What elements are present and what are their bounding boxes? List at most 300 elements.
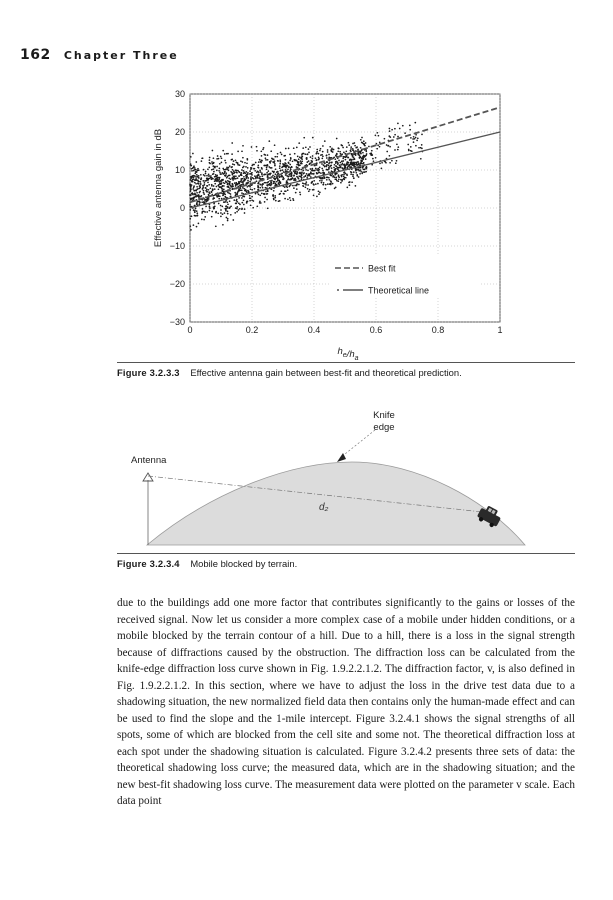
data-point <box>296 176 298 178</box>
data-point <box>200 174 202 176</box>
data-point <box>308 152 310 154</box>
data-point <box>279 176 281 178</box>
data-point <box>320 148 322 150</box>
data-point <box>322 151 324 153</box>
data-point <box>240 179 242 181</box>
data-point <box>246 191 248 193</box>
data-point <box>220 183 222 185</box>
data-point <box>213 162 215 164</box>
data-point <box>282 179 284 181</box>
data-point <box>335 179 337 181</box>
data-point <box>205 180 207 182</box>
data-point <box>346 146 348 148</box>
data-point <box>274 144 276 146</box>
data-point <box>195 208 197 210</box>
data-point <box>220 156 222 158</box>
data-point <box>218 158 220 160</box>
data-point <box>194 182 196 184</box>
data-point <box>271 167 273 169</box>
data-point <box>238 183 240 185</box>
data-point <box>242 145 244 147</box>
data-point <box>287 198 289 200</box>
data-point <box>251 167 253 169</box>
data-point <box>218 178 220 180</box>
data-point <box>301 171 303 173</box>
data-point <box>227 220 229 222</box>
data-point <box>218 196 220 198</box>
data-point <box>353 171 355 173</box>
data-point <box>333 156 335 158</box>
data-point <box>351 163 353 165</box>
data-point <box>389 155 391 157</box>
data-point <box>359 156 361 158</box>
data-point <box>260 150 262 152</box>
data-point <box>258 194 260 196</box>
data-point <box>209 206 211 208</box>
data-point <box>236 206 238 208</box>
data-point <box>335 161 337 163</box>
data-point <box>224 171 226 173</box>
data-point <box>194 173 196 175</box>
data-point <box>315 153 317 155</box>
data-point <box>360 171 362 173</box>
data-point <box>217 212 219 214</box>
body-paragraph-text: due to the buildings add one more factor that contributes significantly to the gains or losses of the received signal. Now let us consider a more complex case of a mobile under hidden conditions, or a mobile blocked by the terrain contour of a hill. Due to a hill, there is a loss in the signal strength because of diffractions caused by the obstruction. The diffraction loss can be calculated from the knife-edge diffraction loss curve shown in Fig. 1.9.2.2.1.2. The diffraction factor, v, is also defined in Fig. 1.9.2.2.1.2. In this section, where we have to adjust the loss in the drive test data due to a shadowing situation, the new normalized field data then contains only the human-made effect and can be used to find the slope and the 1-mile intercept. Figure 3.2.4.1 shows the signal strengths of all spots, some of which are blocked from the cell site and some not. The theoretical diffraction loss at each spot under the shadowing situation is calculated. Figure 3.2.4.2 presents three sets of data: the theoretical shadowing loss curve; the measured data, which are in the shadowing situation; and the new best-fit shadowing loss curve. The measurement data were plotted on the parameter v scale. Each data point <box>117 597 575 807</box>
data-point <box>283 171 285 173</box>
data-point <box>202 208 204 210</box>
data-point <box>283 155 285 157</box>
data-point <box>203 202 205 204</box>
data-point <box>324 188 326 190</box>
data-point <box>217 155 219 157</box>
data-point <box>288 186 290 188</box>
data-point <box>338 178 340 180</box>
data-point <box>340 144 342 146</box>
data-point <box>421 134 423 136</box>
data-point <box>202 185 204 187</box>
data-point <box>196 210 198 212</box>
data-point <box>216 179 218 181</box>
data-point <box>294 185 296 187</box>
data-point <box>252 164 254 166</box>
data-point <box>228 186 230 188</box>
data-point <box>246 162 248 164</box>
data-point <box>208 184 210 186</box>
data-point <box>267 193 269 195</box>
data-point <box>286 186 288 188</box>
data-point <box>279 165 281 167</box>
data-point <box>324 140 326 142</box>
data-point <box>308 160 310 162</box>
data-point <box>343 174 345 176</box>
data-point <box>213 197 215 199</box>
data-point <box>195 196 197 198</box>
data-point <box>272 175 274 177</box>
data-point <box>261 185 263 187</box>
data-point <box>290 178 292 180</box>
data-point <box>352 149 354 151</box>
data-point <box>273 182 275 184</box>
data-point <box>225 162 227 164</box>
data-point <box>296 159 298 161</box>
data-point <box>224 182 226 184</box>
data-point <box>241 202 243 204</box>
data-point <box>234 212 236 214</box>
data-point <box>303 172 305 174</box>
data-point <box>284 198 286 200</box>
antenna-label: Antenna <box>131 455 167 466</box>
data-point <box>227 213 229 215</box>
data-point <box>311 168 313 170</box>
data-point <box>342 158 344 160</box>
data-point <box>343 179 345 181</box>
data-point <box>287 189 289 191</box>
data-point <box>251 196 253 198</box>
data-point <box>288 162 290 164</box>
data-point <box>316 196 318 198</box>
data-point <box>379 163 381 165</box>
data-point <box>357 153 359 155</box>
data-point <box>293 147 295 149</box>
data-point <box>191 215 193 217</box>
data-point <box>213 208 215 210</box>
data-point <box>301 173 303 175</box>
data-point <box>284 186 286 188</box>
data-point <box>267 185 269 187</box>
data-point <box>203 190 205 192</box>
data-point <box>227 203 229 205</box>
data-point <box>277 160 279 162</box>
data-point <box>339 151 341 153</box>
data-point <box>266 167 268 169</box>
data-point <box>350 148 352 150</box>
data-point <box>233 164 235 166</box>
data-point <box>411 150 413 152</box>
data-point <box>327 161 329 163</box>
data-point <box>280 169 282 171</box>
figure-caption-1 <box>117 362 575 378</box>
data-point <box>238 190 240 192</box>
data-point <box>237 151 239 153</box>
data-point <box>257 177 259 179</box>
data-point <box>355 185 357 187</box>
knife-edge-label-line2: edge <box>373 422 395 433</box>
data-point <box>251 189 253 191</box>
data-point <box>259 194 261 196</box>
data-point <box>237 184 239 186</box>
data-point <box>240 172 242 174</box>
data-point <box>362 152 364 154</box>
data-point <box>310 171 312 173</box>
data-point <box>305 183 307 185</box>
data-point <box>348 142 350 144</box>
data-point <box>349 159 351 161</box>
data-point <box>276 181 278 183</box>
data-point <box>345 156 347 158</box>
data-point <box>277 173 279 175</box>
data-point <box>296 164 298 166</box>
data-point <box>269 162 271 164</box>
data-point <box>404 132 406 134</box>
data-point <box>280 190 282 192</box>
data-point <box>227 218 229 220</box>
data-point <box>365 142 367 144</box>
running-head <box>20 44 179 63</box>
data-point <box>197 183 199 185</box>
data-point <box>330 174 332 176</box>
data-point <box>280 181 282 183</box>
data-point <box>285 174 287 176</box>
x-tick-label: 0.2 <box>245 325 259 335</box>
data-point <box>328 179 330 181</box>
data-point <box>262 149 264 151</box>
data-point <box>222 224 224 226</box>
data-point <box>259 159 261 161</box>
data-point <box>413 136 415 138</box>
data-point <box>271 158 273 160</box>
data-point <box>302 147 304 149</box>
data-point <box>321 180 323 182</box>
data-point <box>196 202 198 204</box>
data-point <box>326 179 328 181</box>
data-point <box>243 178 245 180</box>
data-point <box>238 202 240 204</box>
data-point <box>196 192 198 194</box>
data-point <box>260 184 262 186</box>
data-point <box>287 168 289 170</box>
data-point <box>225 181 227 183</box>
data-point <box>199 185 201 187</box>
data-point <box>346 161 348 163</box>
data-point <box>285 167 287 169</box>
x-tick-label: 0 <box>187 325 193 335</box>
data-point <box>190 186 192 188</box>
data-point <box>259 187 261 189</box>
data-point <box>397 149 399 151</box>
data-point <box>236 211 238 213</box>
data-point <box>388 135 390 137</box>
data-point <box>198 194 200 196</box>
y-tick-label: −10 <box>169 241 185 251</box>
data-point <box>212 178 214 180</box>
y-tick-label: 30 <box>174 89 185 99</box>
data-point <box>241 208 243 210</box>
data-point <box>334 174 336 176</box>
data-point <box>350 146 352 148</box>
data-point <box>313 173 315 175</box>
data-point <box>395 162 397 164</box>
data-point <box>375 157 377 159</box>
data-point <box>218 198 220 200</box>
scatter-chart <box>130 82 530 362</box>
data-point <box>256 175 258 177</box>
data-point <box>337 167 339 169</box>
data-point <box>338 160 340 162</box>
data-point <box>289 197 291 199</box>
data-point <box>270 185 272 187</box>
data-point <box>325 184 327 186</box>
data-point <box>376 148 378 150</box>
data-point <box>316 172 318 174</box>
data-point <box>358 176 360 178</box>
data-point <box>345 159 347 161</box>
data-point <box>213 185 215 187</box>
data-point <box>309 163 311 165</box>
data-point <box>204 182 206 184</box>
data-point <box>359 155 361 157</box>
data-point <box>344 165 346 167</box>
data-point <box>373 160 375 162</box>
data-point <box>192 181 194 183</box>
data-point <box>313 183 315 185</box>
distance-label: d₂ <box>319 502 329 513</box>
data-point <box>216 166 218 168</box>
data-point <box>420 147 422 149</box>
data-point <box>193 185 195 187</box>
data-point <box>214 205 216 207</box>
data-point <box>334 158 336 160</box>
data-point <box>229 181 231 183</box>
data-point <box>220 173 222 175</box>
data-point <box>397 123 399 125</box>
data-point <box>343 152 345 154</box>
data-point <box>346 187 348 189</box>
data-point <box>219 163 221 165</box>
data-point <box>193 224 195 226</box>
data-point <box>339 165 341 167</box>
data-point <box>409 125 411 127</box>
data-point <box>203 174 205 176</box>
data-point <box>205 198 207 200</box>
data-point <box>191 184 193 186</box>
data-point <box>208 178 210 180</box>
data-point <box>343 156 345 158</box>
data-point <box>345 150 347 152</box>
data-point <box>203 192 205 194</box>
data-point <box>194 210 196 212</box>
data-point <box>266 168 268 170</box>
data-point <box>200 183 202 185</box>
data-point <box>242 181 244 183</box>
data-point <box>260 171 262 173</box>
data-point <box>290 157 292 159</box>
data-point <box>245 171 247 173</box>
data-point <box>417 137 419 139</box>
data-point <box>259 201 261 203</box>
data-point <box>301 156 303 158</box>
data-point <box>197 181 199 183</box>
data-point <box>306 177 308 179</box>
data-point <box>340 179 342 181</box>
data-point <box>289 173 291 175</box>
data-point <box>196 226 198 228</box>
data-point <box>204 216 206 218</box>
data-point <box>220 209 222 211</box>
data-point <box>331 167 333 169</box>
data-point <box>311 161 313 163</box>
data-point <box>282 177 284 179</box>
data-point <box>258 175 260 177</box>
data-point <box>232 163 234 165</box>
data-point <box>193 176 195 178</box>
data-point <box>238 175 240 177</box>
data-point <box>276 156 278 158</box>
data-point <box>193 170 195 172</box>
data-point <box>225 205 227 207</box>
data-point <box>340 182 342 184</box>
y-tick-label: −30 <box>169 317 185 327</box>
data-point <box>305 181 307 183</box>
data-point <box>241 181 243 183</box>
data-point <box>312 170 314 172</box>
data-point <box>238 188 240 190</box>
data-point <box>296 185 298 187</box>
data-point <box>330 181 332 183</box>
data-point <box>256 146 258 148</box>
data-point <box>231 153 233 155</box>
data-point <box>260 161 262 163</box>
data-point <box>250 176 252 178</box>
data-point <box>205 206 207 208</box>
data-point <box>308 173 310 175</box>
data-point <box>322 170 324 172</box>
data-point <box>303 137 305 139</box>
data-point <box>300 158 302 160</box>
data-point <box>364 169 366 171</box>
data-point <box>240 160 242 162</box>
data-point <box>216 158 218 160</box>
data-point <box>199 191 201 193</box>
data-point <box>279 163 281 165</box>
data-point <box>268 166 270 168</box>
data-point <box>200 178 202 180</box>
data-point <box>331 170 333 172</box>
data-point <box>328 171 330 173</box>
data-point <box>251 146 253 148</box>
data-point <box>343 175 345 177</box>
data-point <box>321 168 323 170</box>
data-point <box>201 195 203 197</box>
data-point <box>232 174 234 176</box>
data-point <box>349 181 351 183</box>
data-point <box>205 173 207 175</box>
data-point <box>349 184 351 186</box>
data-point <box>337 150 339 152</box>
data-point <box>221 198 223 200</box>
data-point <box>265 182 267 184</box>
data-point <box>318 190 320 192</box>
data-point <box>202 157 204 159</box>
data-point <box>332 183 334 185</box>
data-point <box>223 172 225 174</box>
data-point <box>280 152 282 154</box>
data-point <box>310 156 312 158</box>
data-point <box>266 172 268 174</box>
data-point <box>303 176 305 178</box>
data-point <box>381 168 383 170</box>
data-point <box>198 169 200 171</box>
data-point <box>341 153 343 155</box>
data-point <box>195 169 197 171</box>
data-point <box>308 190 310 192</box>
data-point <box>350 150 352 152</box>
data-point <box>351 172 353 174</box>
data-point <box>318 153 320 155</box>
data-point <box>321 158 323 160</box>
data-point <box>402 125 404 127</box>
x-axis-label: $h_e/h_a$ <box>337 346 359 362</box>
data-point <box>341 176 343 178</box>
